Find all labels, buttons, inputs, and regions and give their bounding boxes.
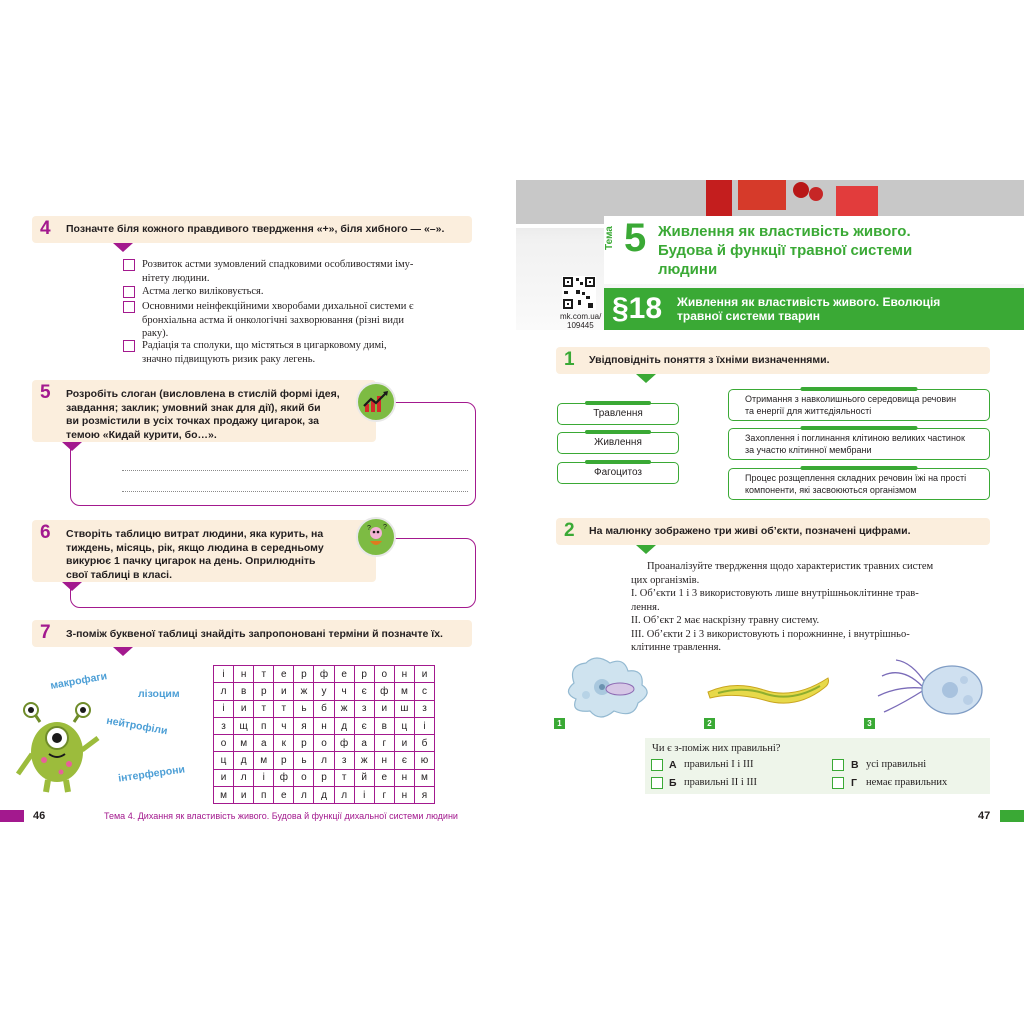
term-2[interactable]: Живлення [557, 432, 679, 454]
grid-cell[interactable]: г [374, 735, 394, 752]
qr-code-number: 109445 [567, 321, 594, 330]
grid-row [214, 787, 435, 804]
grid-cell[interactable]: о [374, 666, 394, 683]
grid-cell[interactable]: ф [314, 666, 334, 683]
page-number-left: 46 [33, 810, 46, 822]
grid-row [214, 769, 435, 786]
organism-label-3: 3 [864, 718, 875, 729]
grid-cell[interactable]: н [374, 752, 394, 769]
task-4-checkbox-4[interactable] [123, 340, 135, 352]
task-4-prompt: Позначте біля кожного правдивого твердження «+», біля хибного — «–». [66, 223, 445, 235]
theme-label: Тема [604, 226, 615, 250]
option-c-letter: В [851, 759, 859, 771]
grid-cell[interactable]: т [334, 769, 354, 786]
option-a-letter: А [669, 759, 677, 771]
answer-line-2[interactable] [122, 491, 468, 492]
term-word: лізоцим [138, 688, 180, 700]
grid-cell[interactable]: я [294, 717, 314, 734]
theme-number: 5 [624, 216, 647, 260]
grid-cell[interactable]: п [254, 717, 274, 734]
grid-cell[interactable]: ю [414, 752, 434, 769]
option-d-letter: Г [851, 777, 857, 789]
task-6-arrow [62, 582, 82, 591]
option-c-checkbox[interactable] [832, 759, 844, 771]
letter-grid [213, 665, 435, 804]
grid-cell[interactable]: ч [334, 683, 354, 700]
grid-cell[interactable]: р [314, 769, 334, 786]
grid-cell[interactable]: є [354, 717, 374, 734]
definition-2[interactable]: Захоплення і поглинання клітиною великих частинок за участю клітинної мембрани [728, 428, 990, 460]
grid-cell[interactable]: е [334, 666, 354, 683]
grid-row [214, 752, 435, 769]
qr-url[interactable]: mk.com.ua/ [560, 312, 602, 321]
grid-cell[interactable]: м [254, 752, 274, 769]
task-2-analysis: Проаналізуйте твердження щодо характеристик травних систем цих організмів. І. Об’єкти 1 і 3 використовують лише внутрішньоклітинне трав- лення. ІІ. Об’єкт 2 має наскрізну травну систему. ІІІ. Об’єкти 2 і 3 використовують і порожнинне, і внутрішньо- клітинне травлення. [631, 561, 934, 653]
task-5-arrow [62, 442, 82, 451]
grid-cell[interactable]: р [294, 735, 314, 752]
grid-cell[interactable]: р [254, 683, 274, 700]
grid-cell[interactable]: і [214, 700, 234, 717]
task-7-number: 7 [40, 622, 51, 643]
grid-cell[interactable]: ш [394, 700, 414, 717]
theme-title: Живлення як властивість живого. Будова й функції травної системи людини [658, 223, 913, 278]
grid-cell[interactable]: д [234, 752, 254, 769]
term-3[interactable]: Фагоцитоз [557, 462, 679, 484]
amoeba-icon [562, 653, 662, 723]
grid-cell[interactable]: л [234, 769, 254, 786]
thinking-creature-icon [356, 517, 396, 557]
grid-cell[interactable]: г [374, 787, 394, 804]
right-page [512, 180, 1024, 830]
grid-cell[interactable]: и [234, 700, 254, 717]
definition-1[interactable]: Отримання з навколишнього середовища речовин та енергії для життєдіяльності [728, 389, 990, 421]
grid-cell[interactable]: м [414, 769, 434, 786]
grid-cell[interactable]: ь [294, 700, 314, 717]
grid-cell[interactable]: и [414, 666, 434, 683]
task-2-prompt: На малюнку зображено три живі об’єкти, позначені цифрами. [589, 525, 911, 537]
grid-cell[interactable]: ч [274, 717, 294, 734]
qr-code-icon[interactable] [562, 276, 596, 310]
svg-text:?: ? [383, 524, 387, 531]
grid-cell[interactable]: н [314, 717, 334, 734]
grid-cell[interactable]: і [414, 717, 434, 734]
grid-cell[interactable]: ж [354, 752, 374, 769]
chart-growth-icon [356, 382, 396, 422]
task-5-number: 5 [40, 382, 51, 403]
task-1-arrow [636, 374, 656, 383]
task-6-prompt: Створіть таблицю витрат людини, яка курить, на тиждень, місяць, рік, якщо людина в середньому викурює 1 пачку цигарок на день. Оприлюдніть свої таблиці в класі. [66, 528, 324, 581]
monster-icon [14, 702, 104, 794]
grid-cell[interactable]: л [314, 752, 334, 769]
svg-text:?: ? [367, 525, 371, 532]
grid-cell[interactable]: ь [294, 752, 314, 769]
grid-cell[interactable]: є [354, 683, 374, 700]
task-1-prompt: Увідповідніть поняття з їхніми визначеннями. [589, 354, 830, 366]
task-6-number: 6 [40, 522, 51, 543]
grid-row [214, 683, 435, 700]
task-4-statement-2: Астма легко виліковується. [142, 286, 264, 297]
grid-row [214, 666, 435, 683]
task-7-arrow [113, 647, 133, 656]
answer-line-1[interactable] [122, 470, 468, 471]
grid-row [214, 700, 435, 717]
term-word: нейтрофіли [105, 714, 169, 738]
grid-cell[interactable]: а [354, 735, 374, 752]
option-b-letter: Б [669, 777, 677, 789]
grid-cell[interactable]: ф [334, 735, 354, 752]
term-1[interactable]: Травлення [557, 403, 679, 425]
grid-cell[interactable]: ц [394, 717, 414, 734]
grid-cell[interactable]: ж [334, 700, 354, 717]
footer-color-bar-right [1000, 810, 1024, 822]
section-number: §18 [612, 292, 663, 325]
grid-cell[interactable]: и [274, 683, 294, 700]
grid-cell[interactable]: з [414, 700, 434, 717]
task-4-statement-4: Радіація та сполуки, що містяться в цигарковому димі, значно підвищують ризик раку легень. [142, 340, 387, 365]
option-c-text: усі правильні [866, 759, 927, 770]
task-4-statement-1: Розвиток астми зумовлений спадковими особливостями іму- нітету людини. [142, 259, 414, 284]
task-2-number: 2 [564, 520, 575, 541]
grid-cell[interactable]: м [214, 787, 234, 804]
grid-cell[interactable]: д [314, 787, 334, 804]
task-4-statement-3: Основними неінфекційними хворобами дихальної системи є бронхіальна астма й онкологічні захворювання (різні види раку). [142, 301, 414, 339]
term-word: макрофаги [49, 670, 109, 692]
task-5-prompt: Розробіть слоган (висловлена в стислій формі ідея, завдання; заклик; умовний знак для дії), який би ви розмістили в усіх точках продажу цигарок, за темою «Кидай курити, бо…». [66, 388, 340, 441]
section-title: Живлення як властивість живого. Еволюція травної системи тварин [677, 295, 941, 323]
running-title: Тема 4. Дихання як властивість живого. Будова й функції дихальної системи людини [104, 811, 458, 821]
grid-cell[interactable]: щ [234, 717, 254, 734]
grid-cell[interactable]: в [374, 717, 394, 734]
grid-cell[interactable]: з [334, 752, 354, 769]
grid-cell[interactable]: ж [294, 683, 314, 700]
grid-cell[interactable]: ф [274, 769, 294, 786]
grid-cell[interactable]: н [394, 666, 414, 683]
organism-label-1: 1 [554, 718, 565, 729]
option-a-checkbox[interactable] [651, 759, 663, 771]
grid-cell[interactable]: ц [214, 752, 234, 769]
grid-cell[interactable]: т [254, 666, 274, 683]
grid-cell[interactable]: е [274, 787, 294, 804]
option-a-text: правильні І і ІІІ [684, 759, 754, 770]
grid-cell[interactable]: ф [374, 683, 394, 700]
grid-row [214, 717, 435, 734]
option-b-text: правильні ІІ і ІІІ [684, 777, 757, 788]
hydra-icon [872, 656, 992, 726]
organism-label-2: 2 [704, 718, 715, 729]
task-4-checkbox-3[interactable] [123, 301, 135, 313]
definition-3[interactable]: Процес розщеплення складних речовин їжі на прості компоненти, які засвоюються організмом [728, 468, 990, 500]
grid-cell[interactable]: е [374, 769, 394, 786]
grid-cell[interactable]: р [294, 666, 314, 683]
grid-cell[interactable]: о [214, 735, 234, 752]
grid-cell[interactable]: з [214, 717, 234, 734]
grid-cell[interactable]: л [334, 787, 354, 804]
task-4-checkbox-2[interactable] [123, 286, 135, 298]
grid-cell[interactable]: н [394, 787, 414, 804]
grid-cell[interactable]: б [314, 700, 334, 717]
grid-cell[interactable]: і [254, 769, 274, 786]
grid-cell[interactable]: л [294, 787, 314, 804]
grid-cell[interactable]: н [234, 666, 254, 683]
grid-cell[interactable]: к [274, 735, 294, 752]
grid-cell[interactable]: е [274, 666, 294, 683]
grid-cell[interactable]: а [254, 735, 274, 752]
left-page [0, 180, 512, 830]
grid-cell[interactable]: р [274, 752, 294, 769]
grid-cell[interactable]: с [414, 683, 434, 700]
grid-cell[interactable]: и [214, 769, 234, 786]
grid-cell[interactable]: і [214, 666, 234, 683]
grid-cell[interactable]: п [254, 787, 274, 804]
task-4-number: 4 [40, 218, 51, 239]
grid-cell[interactable]: р [354, 666, 374, 683]
footer-color-bar [0, 810, 24, 822]
grid-cell[interactable]: і [354, 787, 374, 804]
grid-row [214, 735, 435, 752]
task-2-arrow [636, 545, 656, 554]
grid-cell[interactable]: у [314, 683, 334, 700]
task-7-prompt: З-поміж буквеної таблиці знайдіть запропоновані терміни й позначте їх. [66, 628, 443, 640]
grid-cell[interactable]: д [334, 717, 354, 734]
grid-cell[interactable]: й [354, 769, 374, 786]
option-b-checkbox[interactable] [651, 777, 663, 789]
option-d-text: немає правильних [866, 777, 948, 788]
grid-cell[interactable]: м [234, 735, 254, 752]
grid-cell[interactable]: в [234, 683, 254, 700]
term-word: інтерферони [117, 763, 186, 785]
grid-cell[interactable]: т [254, 700, 274, 717]
task-4-arrow [113, 243, 133, 252]
grid-cell[interactable]: з [354, 700, 374, 717]
grid-cell[interactable]: я [414, 787, 434, 804]
worm-icon [704, 670, 834, 710]
grid-cell[interactable]: н [394, 769, 414, 786]
grid-cell[interactable]: и [394, 735, 414, 752]
grid-cell[interactable]: и [234, 787, 254, 804]
question-text: Чи є з-поміж них правильні? [652, 743, 781, 754]
task-1-number: 1 [564, 349, 575, 370]
task-4-checkbox-1[interactable] [123, 259, 135, 271]
grid-cell[interactable]: є [394, 752, 414, 769]
grid-cell[interactable]: т [274, 700, 294, 717]
grid-cell[interactable]: л [214, 683, 234, 700]
grid-cell[interactable]: б [414, 735, 434, 752]
option-d-checkbox[interactable] [832, 777, 844, 789]
grid-cell[interactable]: и [374, 700, 394, 717]
grid-cell[interactable]: о [314, 735, 334, 752]
page-number-right: 47 [978, 810, 991, 822]
grid-cell[interactable]: о [294, 769, 314, 786]
grid-cell[interactable]: м [394, 683, 414, 700]
